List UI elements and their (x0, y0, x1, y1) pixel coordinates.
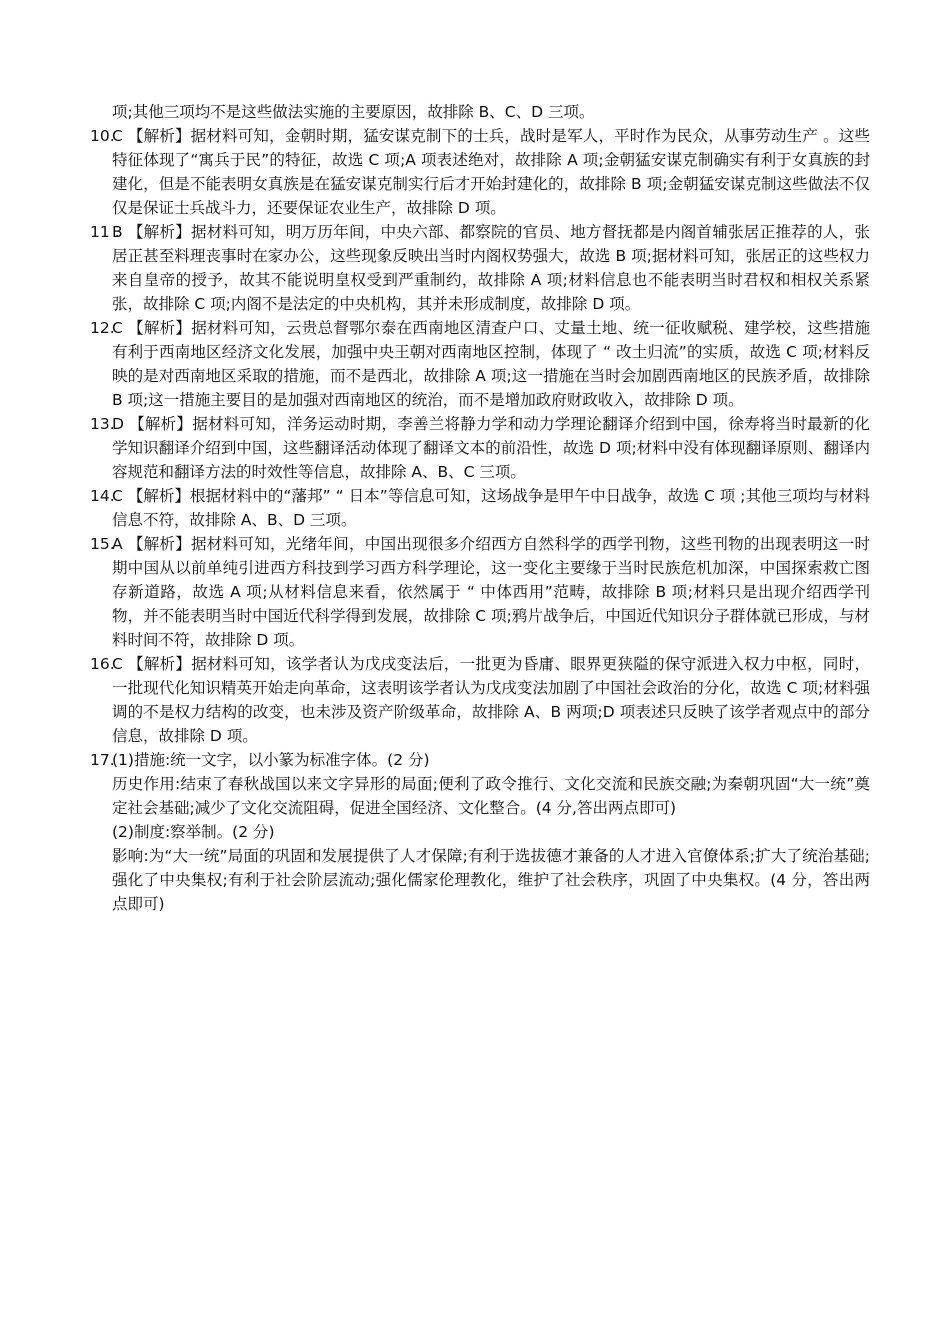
answer-item-17 (90, 748, 870, 916)
item-number: 15. (90, 535, 115, 553)
item-number: 11 . (90, 223, 120, 241)
answer-item-13 (90, 412, 870, 484)
item-explanation: C 【解析】根据材料中的“藩邦” “ 日本”等信息可知，这场战争是甲午中日战争，故选 C 项 ;其他三项均与材料信息不符，故排除 A、B、D 三项。 (112, 487, 870, 529)
item-number: 12. (90, 319, 115, 337)
item-number: 13. (90, 415, 115, 433)
answer-item-16 (90, 652, 870, 748)
q17-part1-measure: (1)措施:统一文字，以小篆为标准字体。(2 分) (112, 751, 430, 769)
q17-part2-system: (2)制度:察举制。(2 分) (112, 823, 275, 841)
intro-continuation: 项;其他三项均不是这些做法实施的主要原因，故排除 B、C、D 三项。 (112, 103, 595, 121)
item-explanation: C 【解析】据材料可知，云贵总督鄂尔泰在西南地区清查户口、丈量土地、统一征收赋税、建学校，这些措施有利于西南地区经济文化发展，加强中央王朝对西南地区控制，体现了 “ 改土归流”的实质，故选 C 项;材料反映的是对西南地区采取的措施，而不是西北，故排除 A 项;这一措施在当时会加剧西南地区的民族矛盾，故排除 B 项;这一措施主要目的是加强对西南地区的统治，而不是增加政府财政收入，故排除 D 项。 (112, 319, 870, 409)
q17-part2-effect: 影响:为“大一统”局面的巩固和发展提供了人才保障;有利于选拔德才兼备的人才进入官僚体系;扩大了统治基础;强化了中央集权;有利于社会阶层流动;强化儒家伦理教化，维护了社会秩序，巩固了中央集权。(4 分，答出两点即可) (112, 847, 870, 913)
item-number: 14. (90, 487, 115, 505)
answer-item-12 (90, 316, 870, 412)
q17-part1-effect: 历史作用:结束了春秋战国以来文字异形的局面;便利了政令推行、文化交流和民族交融;为秦朝巩固“大一统”奠定社会基础;减少了文化交流阻碍，促进全国经济、文化整合。(4 分,答出两点即可) (112, 775, 870, 817)
answer-item-11 (90, 220, 870, 316)
answer-item-10 (90, 124, 870, 220)
item-explanation: D 【解析】据材料可知，洋务运动时期，李善兰将静力学和动力学理论翻译介绍到中国，徐寿将当时最新的化学知识翻译介绍到中国，这些翻译活动体现了翻译文本的前沿性，故选 D 项;材料中没有体现翻译原则、翻译内容规范和翻译方法的时效性等信息，故排除 A、B、C 三项。 (112, 415, 870, 481)
item-17-body (112, 748, 870, 916)
answer-item-15 (90, 532, 870, 652)
item-explanation: C 【解析】据材料可知，该学者认为戊戌变法后，一批更为昏庸、眼界更狭隘的保守派进入权力中枢，同时，一批现代化知识精英开始走向革命，这表明该学者认为戊戌变法加剧了中国社会政治的分化，故选 C 项;材料强调的不是权力结构的改变，也未涉及资产阶级革命，故排除 A、B 两项;D 项表述只反映了该学者观点中的部分信息，故排除 D 项。 (112, 655, 870, 745)
answer-content (90, 100, 870, 916)
item-number: 10. (90, 127, 115, 145)
item-explanation: C 【解析】据材料可知，金朝时期，猛安谋克制下的士兵，战时是军人，平时作为民众，从事劳动生产 。这些特征体现了“寓兵于民”的特征，故选 C 项;A 项表述绝对，故排除 A 项;金朝猛安谋克制确实有利于女真族的封建化，但是不能表明女真族是在猛安谋克制实行后才开始封建化的，故排除 B 项;金朝猛安谋克制这些做法不仅仅是保证士兵战斗力，还要保证农业生产，故排除 D 项。 (112, 127, 870, 217)
item-number: 16. (90, 655, 115, 673)
answer-item-14 (90, 484, 870, 532)
item-explanation: A 【解析】据材料可知，光绪年间，中国出现很多介绍西方自然科学的西学刊物，这些刊物的出现表明这一时期中国从以前单纯引进西方科技到学习西方科学理论，这一变化主要缘于当时民族危机加深，中国探索救亡图存新道路，故选 A 项;从材料信息来看，依然属于 “ 中体西用”范畴，故排除 B 项;材料只是出现介绍西学刊物，并不能表明当时中国近代科学得到发展，故排除 C 项;鸦片战争后，中国近代知识分子群体就已形成，与材料时间不符，故排除 D 项。 (112, 535, 870, 649)
item-number: 17. (90, 751, 115, 769)
item-explanation: B 【解析】据材料可知，明万历年间，中央六部、都察院的官员、地方督抚都是内阁首辅张居正推荐的人，张居正甚至料理丧事时在家办公，这些现象反映出当时内阁权势强大，故选 B 项;据材料可知，张居正的这些权力来自皇帝的授予，故其不能说明皇权受到严重制约，故排除 A 项;材料信息也不能表明当时君权和相权关系紧张，故排除 C 项;内阁不是法定的中央机构，其并未形成制度，故排除 D 项。 (112, 223, 870, 313)
